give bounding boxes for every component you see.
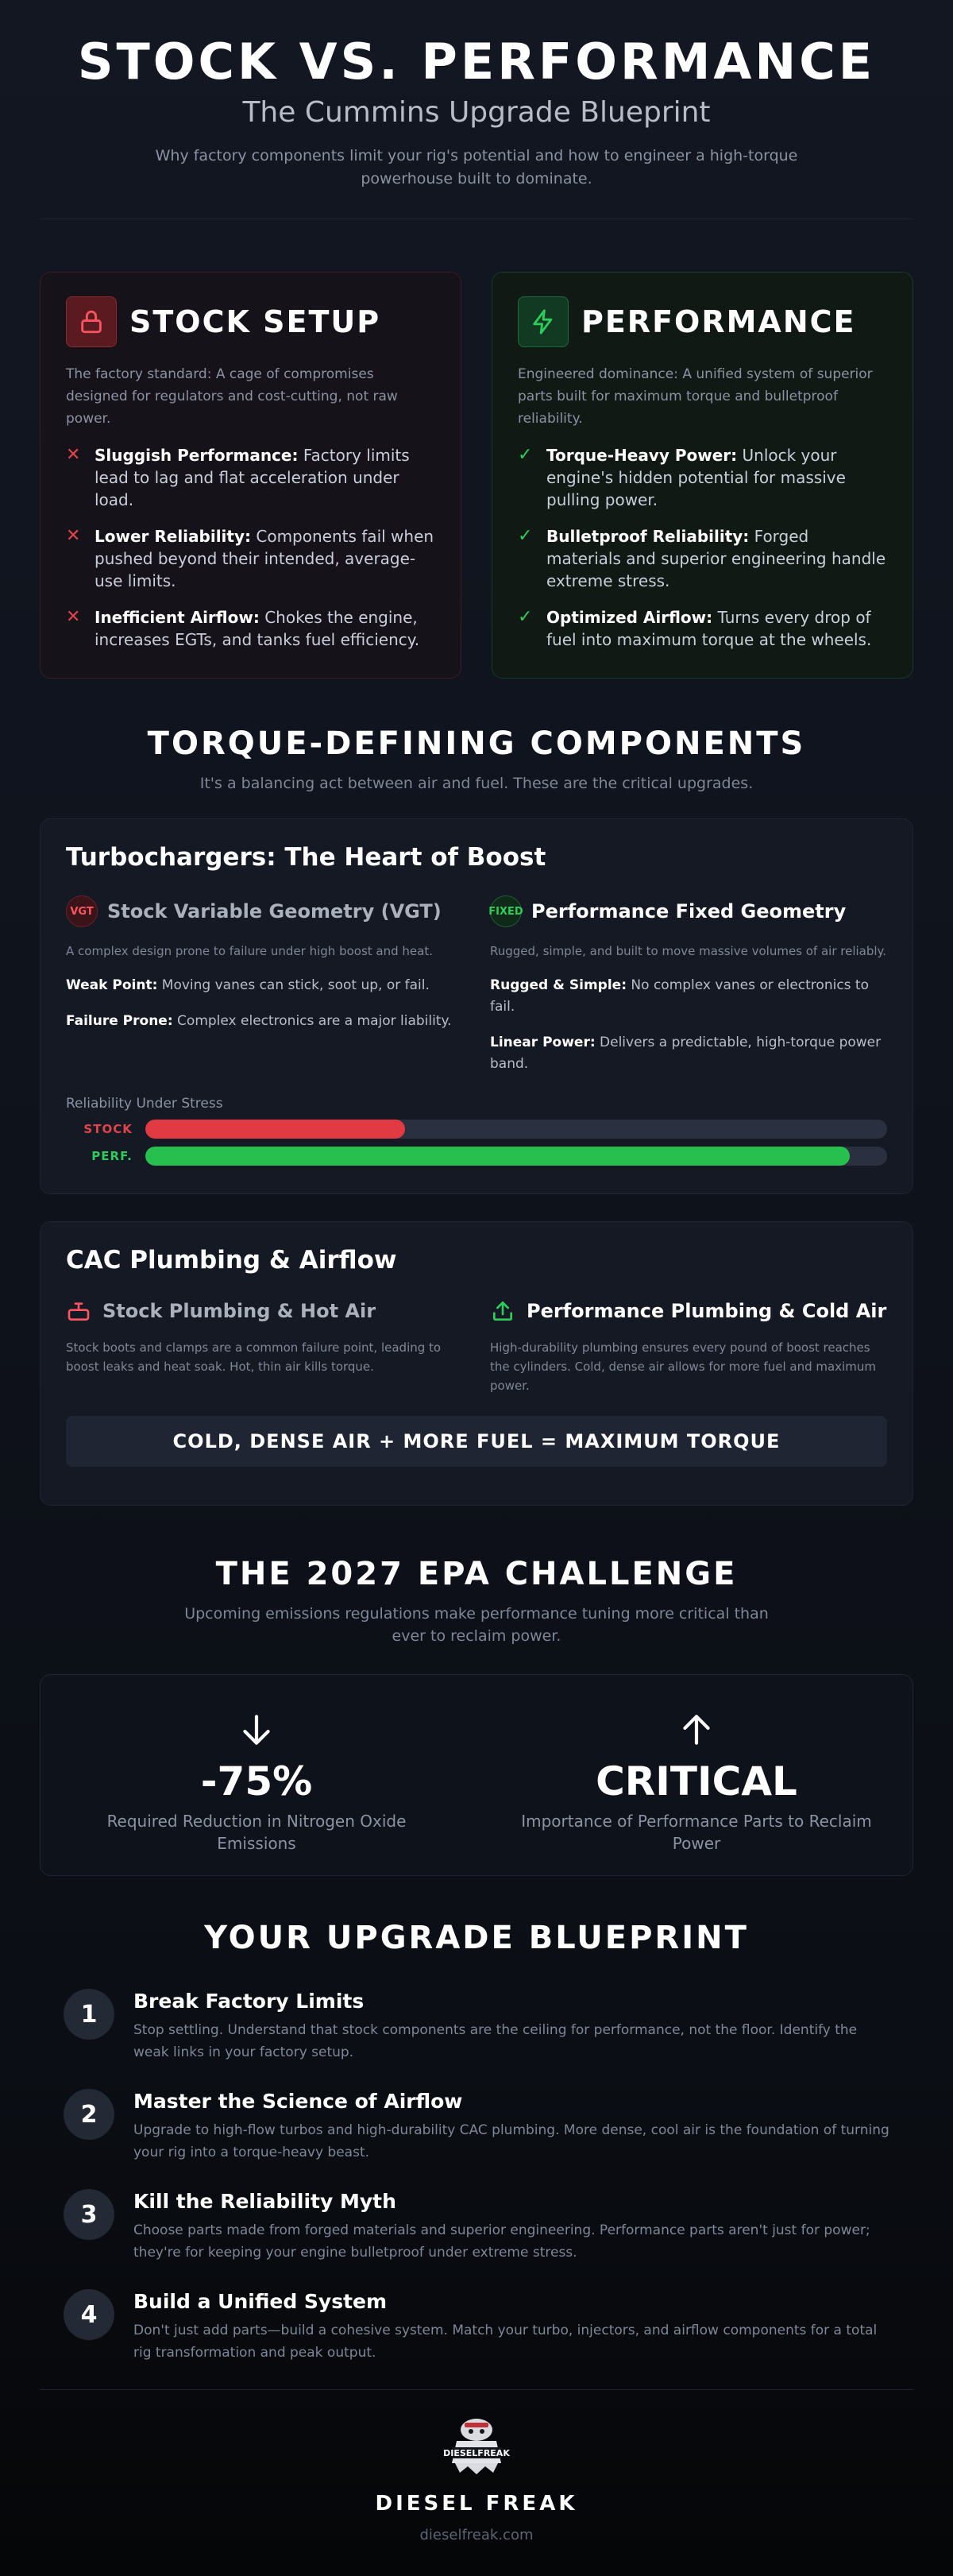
point-text: Delivers a predictable, high-torque power band. — [490, 1035, 882, 1072]
upload-arrow-icon — [490, 1298, 515, 1324]
step-title: Build a Unified System — [133, 2290, 388, 2313]
step-title: Kill the Reliability Myth — [133, 2190, 396, 2213]
x-icon: ✕ — [66, 526, 81, 546]
perf-fixed-column — [490, 895, 887, 1075]
perf-bar-track — [145, 1147, 887, 1166]
stock-vgt-description: A complex design prone to failure under high boost and heat. — [66, 944, 433, 958]
vgt-badge: VGT — [66, 895, 98, 927]
step-text: Upgrade to high-flow turbos and high-durability CAC plumbing. More dense, cool air is the foundation of turning your rig into a torque-heavy beast. — [133, 2122, 889, 2160]
point-label: Weak Point: — [66, 977, 158, 993]
components-subtitle: It's a balancing act between air and fuel. These are the critical upgrades. — [199, 775, 754, 792]
performance-title: PERFORMANCE — [581, 304, 856, 339]
fixed-badge: FIXED — [490, 895, 522, 927]
stock-bar-track — [145, 1120, 887, 1139]
point-text: No complex vanes or electronics to fail. — [490, 977, 869, 1015]
step-number: 1 — [64, 1989, 114, 2040]
x-icon: ✕ — [66, 445, 81, 465]
step-text: Don't just add parts—build a cohesive system. Match your turbo, injectors, and airflow components for a total rig transformation and peak output. — [133, 2323, 878, 2361]
epa-header — [40, 1555, 913, 1647]
stock-reliability-row — [66, 1120, 887, 1139]
point-label: Linear Power: — [490, 1035, 596, 1050]
step-number: 4 — [64, 2289, 114, 2340]
blueprint-title: YOUR UPGRADE BLUEPRINT — [204, 1920, 749, 1956]
list-item — [66, 525, 435, 592]
components-title: TORQUE-DEFINING COMPONENTS — [147, 725, 806, 762]
perf-fixed-title: Performance Fixed Geometry — [531, 900, 847, 922]
logo-wordmark: DIESELFREAK — [443, 2448, 510, 2458]
perf-fixed-point — [490, 975, 887, 1018]
components-header — [40, 725, 913, 795]
stock-plumbing-description: Stock boots and clamps are a common failure point, leading to boost leaks and heat soak. Hot, thin air kills torque. — [66, 1340, 442, 1374]
step-text: Stop settling. Understand that stock components are the ceiling for performance, not the floor. Identify the weak links in your factory setup. — [133, 2022, 858, 2060]
item-label: Torque-Heavy Power: — [546, 446, 738, 465]
stock-setup-card — [40, 272, 461, 679]
epa-stats-panel — [40, 1674, 913, 1876]
check-icon: ✓ — [518, 526, 533, 546]
stock-vgt-point — [66, 1011, 463, 1032]
torque-equation: COLD, DENSE AIR + MORE FUEL = MAXIMUM TORQUE — [66, 1416, 887, 1467]
performance-description: Engineered dominance: A unified system of superior parts built for maximum torque and bulletproof reliability. — [518, 366, 873, 427]
stock-vgt-point — [66, 975, 463, 996]
check-icon: ✓ — [518, 607, 533, 627]
list-item — [518, 606, 887, 651]
stock-bar-label: STOCK — [83, 1122, 133, 1136]
stock-vgt-column — [66, 895, 463, 1075]
stock-setup-description: The factory standard: A cage of compromises designed for regulators and cost-cutting, not raw power. — [66, 366, 398, 427]
x-icon: ✕ — [66, 607, 81, 627]
hot-boot-icon — [66, 1298, 91, 1324]
step-item — [64, 1989, 889, 2064]
step-title: Break Factory Limits — [133, 1990, 365, 2013]
stock-plumbing-column — [66, 1298, 463, 1395]
item-label: Optimized Airflow: — [546, 608, 713, 627]
stat-value: -75% — [200, 1758, 313, 1804]
point-text: Moving vanes can stick, soot up, or fail. — [161, 977, 430, 993]
performance-card — [492, 272, 913, 679]
perf-plumbing-description: High-durability plumbing ensures every pound of boost reaches the cylinders. Cold, dense air allows for more fuel and maximum power. — [490, 1340, 876, 1393]
hero-intro: Why factory components limit your rig's potential and how to engineer a high-torque powerhouse built to dominate. — [155, 147, 798, 188]
lightning-icon — [518, 296, 569, 347]
item-label: Bulletproof Reliability: — [546, 527, 750, 546]
item-text: Forged materials and superior engineering handle extreme stress. — [546, 527, 886, 590]
step-title: Master the Science of Airflow — [133, 2090, 463, 2113]
step-item — [64, 2289, 889, 2364]
stat-label: Required Reduction in Nitrogen Oxide Emissions — [106, 1812, 407, 1853]
point-label: Rugged & Simple: — [490, 977, 627, 993]
perf-reliability-row — [66, 1147, 887, 1166]
stock-vgt-title: Stock Variable Geometry (VGT) — [107, 900, 442, 922]
step-text: Choose parts made from forged materials and superior engineering. Performance parts aren't just for power; they're for keeping your engine bulletproof under extreme stress. — [133, 2222, 870, 2261]
list-item — [66, 606, 435, 651]
cac-title: CAC Plumbing & Airflow — [66, 1246, 397, 1274]
perf-plumbing-column — [490, 1298, 887, 1395]
turbochargers-panel — [40, 818, 913, 1194]
perf-bar-label: PERF. — [91, 1149, 133, 1163]
perf-bar-fill — [145, 1147, 850, 1166]
blueprint-steps — [64, 1989, 889, 2364]
lock-icon — [66, 296, 117, 347]
turbo-title: Turbochargers: The Heart of Boost — [66, 843, 546, 872]
item-label: Inefficient Airflow: — [95, 608, 260, 627]
item-text: Chokes the engine, increases EGTs, and tanks fuel efficiency. — [95, 608, 420, 649]
step-item — [64, 2189, 889, 2264]
list-item — [518, 525, 887, 592]
comparison-section — [40, 272, 913, 679]
brand-name: DIESEL FREAK — [375, 2492, 578, 2516]
perf-fixed-description: Rugged, simple, and built to move massive volumes of air reliably. — [490, 944, 887, 958]
step-item — [64, 2089, 889, 2164]
item-text: Turns every drop of fuel into maximum torque at the wheels. — [546, 608, 872, 649]
diesel-freak-logo[interactable] — [433, 2414, 520, 2477]
cac-plumbing-panel — [40, 1221, 913, 1506]
epa-subtitle: Upcoming emissions regulations make performance tuning more critical than ever to reclaim power. — [184, 1605, 769, 1645]
arrow-up-icon — [506, 1710, 887, 1751]
list-item — [66, 444, 435, 511]
step-number: 3 — [64, 2189, 114, 2240]
item-text: Components fail when pushed beyond their intended, average-use limits. — [95, 527, 434, 590]
reliability-label: Reliability Under Stress — [66, 1096, 223, 1112]
stat-label: Importance of Performance Parts to Reclaim Power — [521, 1812, 872, 1853]
check-icon: ✓ — [518, 445, 533, 465]
website-link[interactable]: dieselfreak.com — [419, 2527, 534, 2543]
item-text: Factory limits lead to lag and flat acceleration under load. — [95, 446, 410, 509]
stat-value: CRITICAL — [596, 1758, 797, 1804]
point-label: Failure Prone: — [66, 1013, 173, 1029]
page-title: STOCK VS. PERFORMANCE — [77, 33, 876, 91]
step-number: 2 — [64, 2089, 114, 2140]
point-text: Complex electronics are a major liability. — [177, 1013, 452, 1029]
page-subtitle: The Cummins Upgrade Blueprint — [242, 96, 711, 129]
arrow-down-icon — [66, 1710, 447, 1751]
perf-fixed-point — [490, 1032, 887, 1075]
performance-importance-stat — [506, 1710, 887, 1853]
hero — [40, 0, 913, 219]
stock-bar-fill — [145, 1120, 405, 1139]
stock-plumbing-title: Stock Plumbing & Hot Air — [102, 1300, 376, 1322]
list-item — [518, 444, 887, 511]
item-text: Unlock your engine's hidden potential for massive pulling power. — [546, 446, 846, 509]
epa-title: THE 2027 EPA CHALLENGE — [215, 1556, 738, 1592]
item-label: Lower Reliability: — [95, 527, 252, 546]
item-label: Sluggish Performance: — [95, 446, 299, 465]
stock-setup-title: STOCK SETUP — [129, 304, 381, 339]
nox-reduction-stat — [66, 1710, 447, 1853]
perf-plumbing-title: Performance Plumbing & Cold Air — [527, 1300, 887, 1322]
footer — [40, 2389, 913, 2543]
blueprint-header — [40, 1919, 913, 1957]
